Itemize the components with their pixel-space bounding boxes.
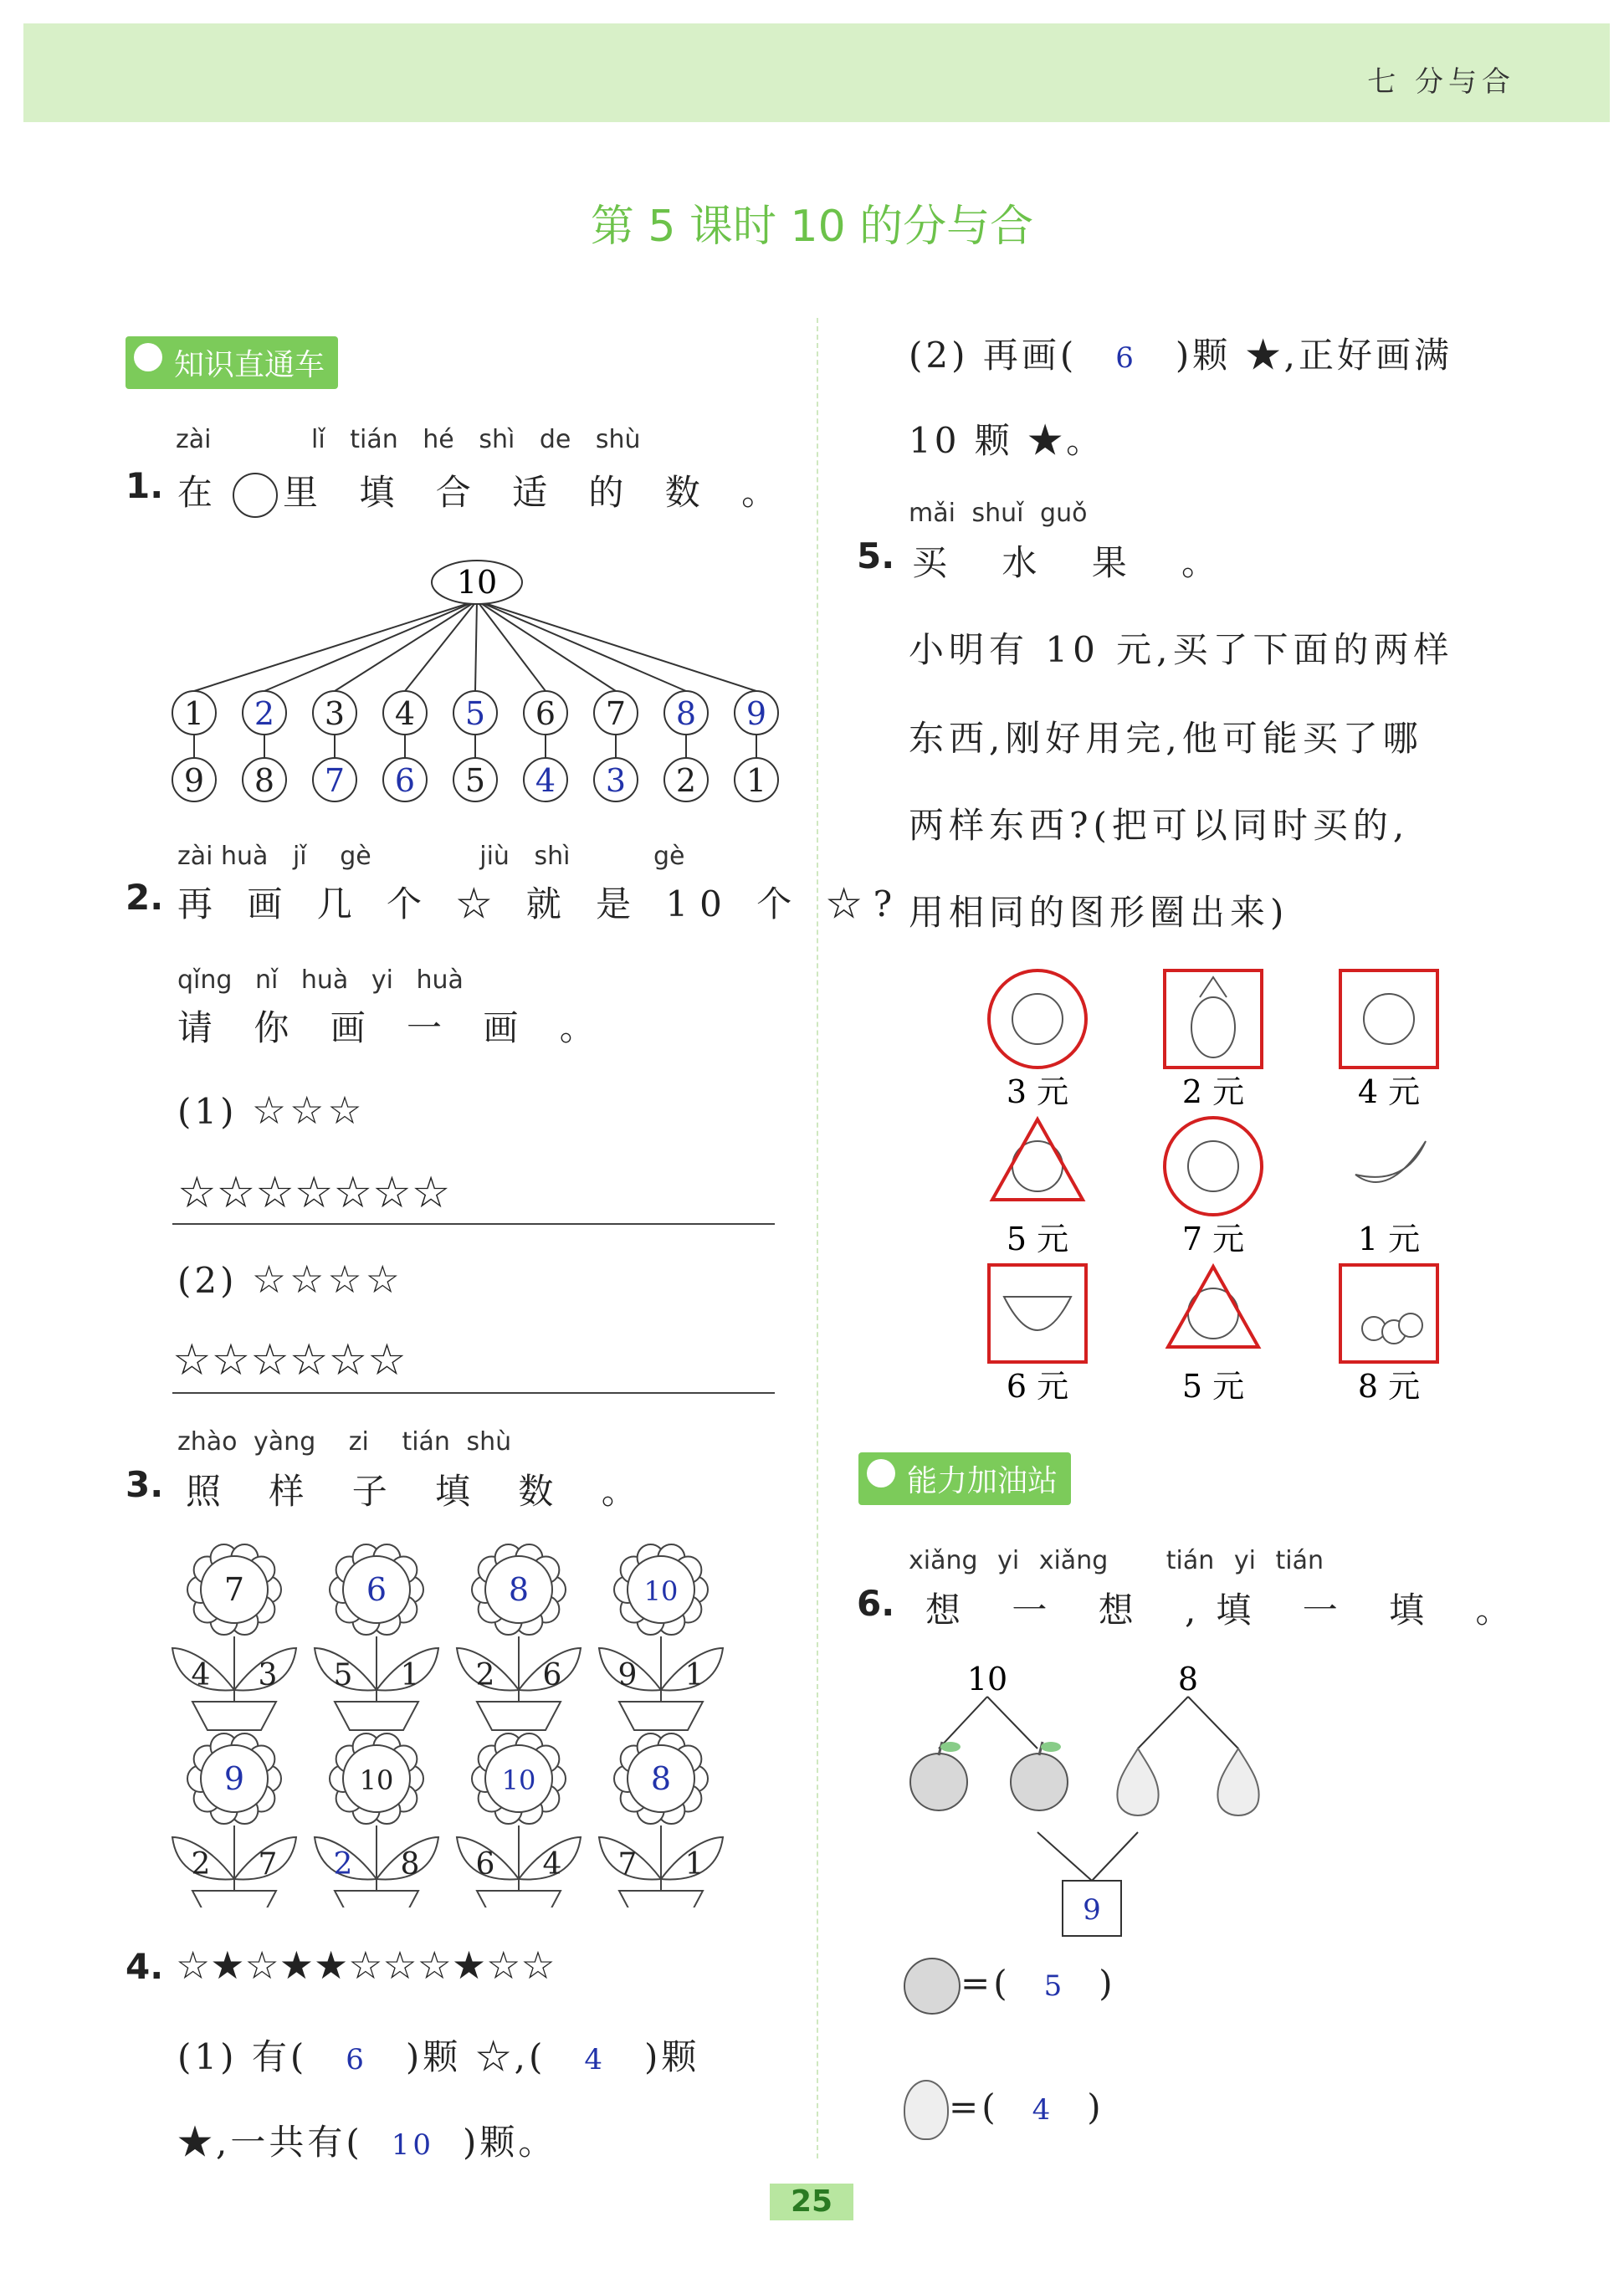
chapter-title: 七 分与合 bbox=[1367, 65, 1515, 99]
flower-right-value: 1 bbox=[684, 1658, 704, 1692]
q1-top-value: 7 bbox=[605, 695, 627, 732]
apple-icon bbox=[904, 1958, 961, 2015]
flower bbox=[457, 1733, 581, 1907]
q4-part2-line1: (2) 再画( 6 )颗 ★,正好画满 bbox=[909, 335, 1452, 376]
q6-number: 6. bbox=[857, 1583, 895, 1624]
q1-top-value: 2 bbox=[254, 695, 275, 732]
q6-top-right: 8 bbox=[1177, 1661, 1199, 1697]
flower-top-value: 8 bbox=[508, 1571, 530, 1608]
q4-stars: ☆★☆★★☆☆☆★☆☆ bbox=[176, 1943, 556, 1988]
fruit-price: 8 元 bbox=[1357, 1368, 1421, 1405]
flower bbox=[172, 1544, 296, 1730]
flower-left-value: 2 bbox=[475, 1658, 495, 1692]
flower-right-value: 4 bbox=[542, 1847, 562, 1882]
banana-icon bbox=[1355, 1141, 1426, 1257]
flower bbox=[315, 1733, 438, 1907]
flower-right-value: 1 bbox=[400, 1658, 420, 1692]
q1-bottom-value: 4 bbox=[535, 762, 556, 799]
pear-icon bbox=[1217, 1749, 1258, 1815]
apple-icon bbox=[1340, 970, 1437, 1110]
q2-pinyin-2: qǐng nǐ huà yi huà bbox=[177, 965, 464, 995]
q6-top-left: 10 bbox=[966, 1661, 1008, 1697]
fruit-price: 4 元 bbox=[1357, 1073, 1421, 1110]
q2-text: 再 画 几 个 ☆ 就 是 10 个 ☆? bbox=[177, 883, 904, 924]
pomegranate-icon bbox=[1168, 1267, 1258, 1405]
flower bbox=[172, 1733, 296, 1907]
pear-icon bbox=[1117, 1749, 1158, 1815]
fruit-price: 6 元 bbox=[1006, 1368, 1069, 1405]
flower-right-value: 1 bbox=[684, 1847, 704, 1882]
q1-top-value: 4 bbox=[394, 695, 416, 732]
q2-part2-line bbox=[172, 1392, 775, 1394]
q1-pinyin: zài lǐ tián hé shì de shù bbox=[176, 425, 641, 454]
flower-left-value: 2 bbox=[191, 1847, 211, 1882]
q4-line1: (1) 有( 6 )颗 ☆,( 4 )颗 bbox=[177, 2036, 700, 2077]
q1-bottom-value: 1 bbox=[745, 762, 767, 799]
train-icon bbox=[134, 343, 162, 371]
q4-number: 4. bbox=[126, 1946, 164, 1987]
flower bbox=[599, 1733, 723, 1907]
q1-top-value: 1 bbox=[183, 695, 205, 732]
flower bbox=[315, 1544, 438, 1730]
q6-diagram bbox=[895, 1656, 1330, 1941]
flower-left-value: 9 bbox=[617, 1658, 638, 1692]
flower-right-value: 7 bbox=[258, 1847, 278, 1882]
q5-line-1: 小明有 10 元,买了下面的两样 bbox=[909, 629, 1454, 670]
flower-top-value: 9 bbox=[223, 1760, 245, 1797]
q2-part2-drawn: ☆☆☆☆☆☆ bbox=[172, 1335, 407, 1385]
leaf-icon bbox=[867, 1459, 895, 1488]
q2-number: 2. bbox=[126, 877, 164, 918]
pineapple-icon bbox=[1165, 970, 1262, 1110]
q5-text: 买 水 果 。 bbox=[912, 542, 1239, 583]
q1-bottom-value: 2 bbox=[675, 762, 697, 799]
q2-text-2: 请 你 画 一 画 。 bbox=[177, 1007, 610, 1048]
flower-top-value: 10 bbox=[501, 1764, 536, 1796]
q1-number-tree bbox=[167, 552, 786, 803]
flower bbox=[599, 1544, 723, 1730]
q2-part1-line bbox=[172, 1223, 775, 1225]
q6-pear-equation: =( 4 ) bbox=[904, 2080, 1104, 2140]
q1-bottom-value: 7 bbox=[324, 762, 346, 799]
q1-bottom-value: 3 bbox=[605, 762, 627, 799]
flower-left-value: 4 bbox=[191, 1658, 211, 1692]
blank-circle-icon bbox=[233, 473, 278, 518]
mangosteen-icon bbox=[992, 1119, 1083, 1257]
q3-number: 3. bbox=[126, 1464, 164, 1505]
apple-icon bbox=[910, 1742, 967, 1810]
q5-fruit-grid bbox=[962, 962, 1498, 1414]
fruit-price: 2 元 bbox=[1181, 1073, 1245, 1110]
q1-top-value: 6 bbox=[535, 695, 556, 732]
q6-box-value: 9 bbox=[1083, 1893, 1101, 1927]
peach-icon bbox=[989, 970, 1086, 1110]
flower-left-value: 6 bbox=[475, 1847, 495, 1882]
fruit-price: 5 元 bbox=[1181, 1368, 1245, 1405]
q6-text: 想 一 想 ,填 一 填 。 bbox=[925, 1590, 1531, 1631]
q4-part2-line2: 10 颗 ★。 bbox=[909, 420, 1105, 461]
flower-right-value: 6 bbox=[542, 1658, 562, 1692]
q2-part2: (2) ☆☆☆☆ bbox=[177, 1257, 403, 1302]
strawberry-icon bbox=[1165, 1118, 1262, 1257]
q5-line-4: 用相同的图形圈出来) bbox=[909, 892, 1289, 933]
fruit-price: 7 元 bbox=[1181, 1221, 1245, 1257]
q3-text: 照 样 子 填 数 。 bbox=[186, 1471, 655, 1512]
q6-pinyin: xiǎng yi xiǎng tián yi tián bbox=[909, 1546, 1324, 1575]
q1-bottom-value: 9 bbox=[183, 762, 205, 799]
q3-pinyin: zhào yàng zi tián shù bbox=[177, 1427, 512, 1457]
apple-icon bbox=[1011, 1742, 1068, 1810]
q4-line2: ★,一共有( 10 )颗。 bbox=[177, 2122, 557, 2163]
flower-top-value: 6 bbox=[366, 1571, 387, 1608]
q6-apple-equation: =( 5 ) bbox=[904, 1958, 1116, 2015]
flower-right-value: 8 bbox=[400, 1847, 420, 1882]
fruit-price: 3 元 bbox=[1006, 1073, 1069, 1110]
section-knowledge: 知识直通车 bbox=[126, 336, 338, 389]
q2-part1: (1) ☆☆☆ bbox=[177, 1088, 366, 1133]
flower-top-value: 7 bbox=[223, 1571, 245, 1608]
flower-top-value: 10 bbox=[359, 1764, 394, 1796]
section-ability: 能力加油站 bbox=[858, 1452, 1071, 1505]
q1-number: 1. bbox=[126, 465, 164, 506]
q2-part1-drawn: ☆☆☆☆☆☆☆ bbox=[177, 1168, 451, 1218]
fruit-price: 1 元 bbox=[1357, 1221, 1421, 1257]
flower-left-value: 7 bbox=[617, 1847, 638, 1882]
q5-line-2: 东西,刚好用完,他可能买了哪 bbox=[909, 718, 1423, 759]
q2-pinyin: zài huà jǐ gè jiù shì gè bbox=[177, 842, 685, 871]
q5-line-3: 两样东西?(把可以同时买的, bbox=[909, 805, 1410, 846]
pear-icon bbox=[904, 2080, 949, 2140]
red-square-mark bbox=[1340, 1265, 1437, 1362]
q5-number: 5. bbox=[857, 535, 895, 576]
flower bbox=[457, 1544, 581, 1730]
cherries-icon bbox=[1340, 1265, 1437, 1405]
q1-bottom-value: 8 bbox=[254, 762, 275, 799]
flower-left-value: 2 bbox=[333, 1847, 353, 1882]
flower-right-value: 3 bbox=[258, 1658, 278, 1692]
flower-top-value: 8 bbox=[650, 1760, 672, 1797]
q1-root-value: 10 bbox=[456, 564, 498, 601]
q1-bottom-value: 5 bbox=[464, 762, 486, 799]
lesson-title: 第 5 课时 10 的分与合 bbox=[590, 202, 1034, 252]
q1-bottom-value: 6 bbox=[394, 762, 416, 799]
watermelon-icon bbox=[989, 1265, 1086, 1405]
q5-pinyin: mǎi shuǐ guǒ bbox=[909, 499, 1088, 528]
flower-left-value: 5 bbox=[333, 1658, 353, 1692]
q1-top-value: 3 bbox=[324, 695, 346, 732]
q1-top-value: 5 bbox=[464, 695, 486, 732]
q3-flowers bbox=[159, 1539, 761, 1907]
fruit-price: 5 元 bbox=[1006, 1221, 1069, 1257]
page-number: 25 bbox=[770, 2184, 853, 2220]
q1-top-value: 9 bbox=[745, 695, 767, 732]
column-divider bbox=[817, 318, 818, 2158]
flower-top-value: 10 bbox=[643, 1575, 679, 1607]
q1-top-value: 8 bbox=[675, 695, 697, 732]
q1-text: 在 里 填 合 适 的 数 。 bbox=[177, 465, 792, 518]
